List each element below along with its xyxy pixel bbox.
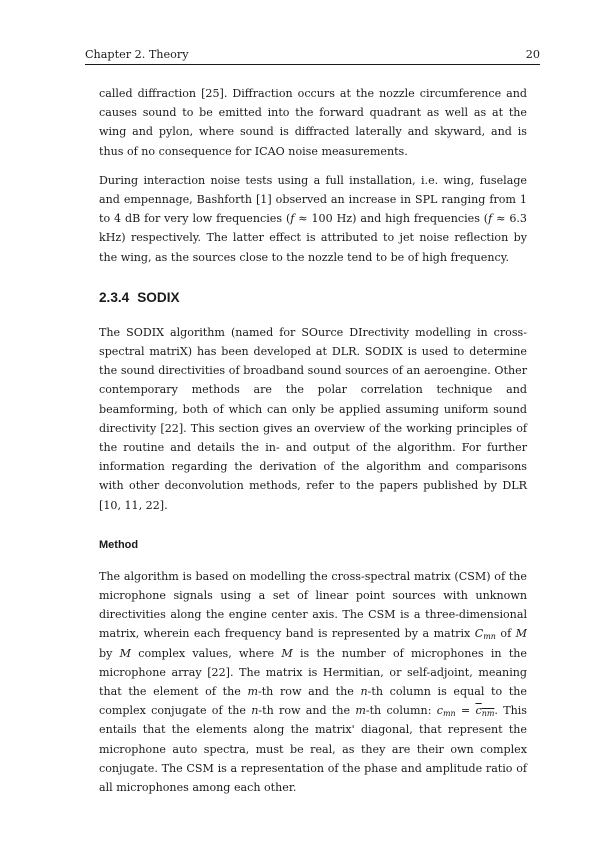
text-run: . This entails that the elements along the matrix' diagonal, that represent the microphone auto spectra, must be real, as they are their own complex conjugate. The CSM is a representation of the phase and amplitude ratio of all microphones among each other. — [99, 704, 527, 795]
text-run: During interaction noise tests using a full installation, i.e. wing, fuselage and empennage, Bashforth [1] observed an increase in SPL ranging from 1 to 4 dB for very low frequencies ( — [99, 173, 527, 226]
text-run: -th column: — [365, 704, 437, 718]
paragraph-interaction-noise — [99, 171, 527, 267]
math-symbol: C — [474, 627, 484, 641]
text-run: by — [99, 646, 120, 660]
math-symbol: c — [475, 704, 482, 718]
paragraph-sodix-intro: The SODIX algorithm (named for SOurce DIrectivity modelling in cross-spectral matriX) has been developed at DLR. SODIX is used to determine the sound directivities of broadband sound sources of an aeroengine. Other contemporary methods are the polar correlation technique and beamforming, both of which can only be applied assuming uniform sound directivity [22]. This section gives an overview of the working principles of the routine and details the in- and output of the algorithm. For further information regarding the derivation of the algorithm and comparisons with other deconvolution methods, refer to the papers published by DLR [10, 11, 22]. — [99, 325, 527, 512]
math-symbol: M — [281, 646, 293, 660]
section-number: 2.3.4 — [99, 289, 130, 305]
math-symbol: n — [251, 704, 259, 718]
math-symbol: n — [360, 685, 368, 699]
chapter-title: Chapter 2. Theory — [85, 48, 189, 61]
math-operator: = — [455, 704, 476, 718]
page-number: 20 — [525, 48, 540, 61]
math-subscript: nm — [481, 709, 495, 719]
text-run: is the number of microphones in the microphone array [22]. The matrix is Hermitian, or self-adjoint, meaning that the element of the — [99, 646, 527, 699]
math-symbol: m — [247, 685, 258, 699]
text-run: ≈ 100 Hz) and high frequencies ( — [294, 212, 489, 226]
complex-conjugate — [475, 704, 494, 717]
text-run: complex values, where — [131, 646, 282, 660]
text-run: -th row and the — [258, 704, 356, 718]
section-heading — [99, 289, 527, 307]
text-run: -th column is equal to the complex conjugate of the — [99, 685, 527, 718]
text-run: ≈ 6.3 kHz) respectively. The latter effect is attributed to jet noise reflection by the wing, as the sources close to the nozzle tend to be of high frequency. — [99, 212, 527, 264]
math-symbol: m — [355, 704, 366, 718]
math-symbol: M — [515, 627, 527, 641]
running-header — [85, 47, 540, 65]
math-symbol: f — [290, 212, 295, 226]
paragraph-method — [99, 567, 527, 797]
paragraph-diffraction: called diffraction [25]. Diffraction occurs at the nozzle circumference and causes sound to be emitted into the forward quadrant as well as at the wing and pylon, where sound is diffracted laterally and skyward, and is thus of no consequence for ICAO noise measurements. — [99, 87, 527, 158]
math-subscript: mn — [483, 632, 496, 642]
text-run: of — [495, 627, 516, 641]
subsection-heading: Method — [99, 538, 139, 551]
body-text — [99, 84, 527, 807]
math-symbol: f — [488, 212, 493, 226]
text-run: The algorithm is based on modelling the cross-spectral matrix (CSM) of the microphone signals using a set of linear point sources with unknown directivities along the engine center axis. The CSM is a three-dimensional matrix, wherein each frequency band is represented by a matrix — [99, 569, 527, 641]
math-subscript: mn — [442, 709, 456, 719]
math-symbol: c — [436, 704, 443, 718]
section-title: SODIX — [137, 289, 180, 305]
text-run: -th row and the — [257, 685, 361, 699]
math-symbol: M — [119, 646, 131, 660]
